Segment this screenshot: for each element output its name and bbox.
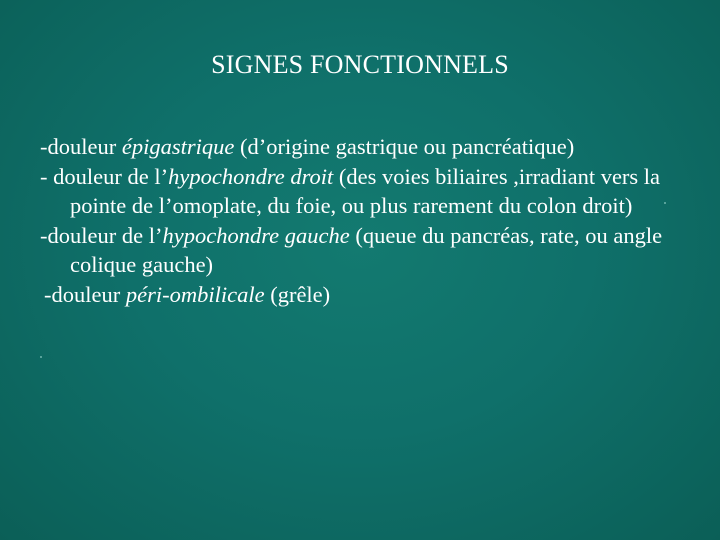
paragraph-suffix: (d’origine gastrique ou pancréatique) <box>234 134 575 159</box>
paragraph-emphasis: hypochondre gauche <box>162 222 350 248</box>
paragraph-left-hypochondrium <box>40 221 680 280</box>
paragraph-prefix: - douleur de l’ <box>40 163 169 189</box>
paragraph-epigastric <box>40 132 680 162</box>
paragraph-right-hypochondrium <box>40 162 680 221</box>
paragraph-emphasis: péri-ombilicale <box>125 281 265 307</box>
paragraph-suffix: (des voies biliaires ,irradiant vers la pointe de l’omoplate, du foie, ou plus rarement du colon droit) <box>70 163 661 218</box>
paragraph-periumbilical <box>40 280 680 310</box>
decorative-speck <box>40 356 42 358</box>
paragraph-prefix: -douleur <box>40 134 122 159</box>
paragraph-prefix: -douleur de l’ <box>40 222 163 248</box>
slide-title: SIGNES FONCTIONNELS <box>211 50 509 79</box>
decorative-speck <box>664 202 666 204</box>
paragraph-suffix: (queue du pancréas, rate, ou angle colique gauche) <box>70 222 663 277</box>
paragraph-suffix: (grêle) <box>264 281 331 307</box>
paragraph-emphasis: hypochondre droit <box>168 163 334 189</box>
paragraph-emphasis: épigastrique <box>121 134 235 159</box>
slide-body <box>40 132 680 309</box>
paragraph-prefix: -douleur <box>44 281 126 307</box>
